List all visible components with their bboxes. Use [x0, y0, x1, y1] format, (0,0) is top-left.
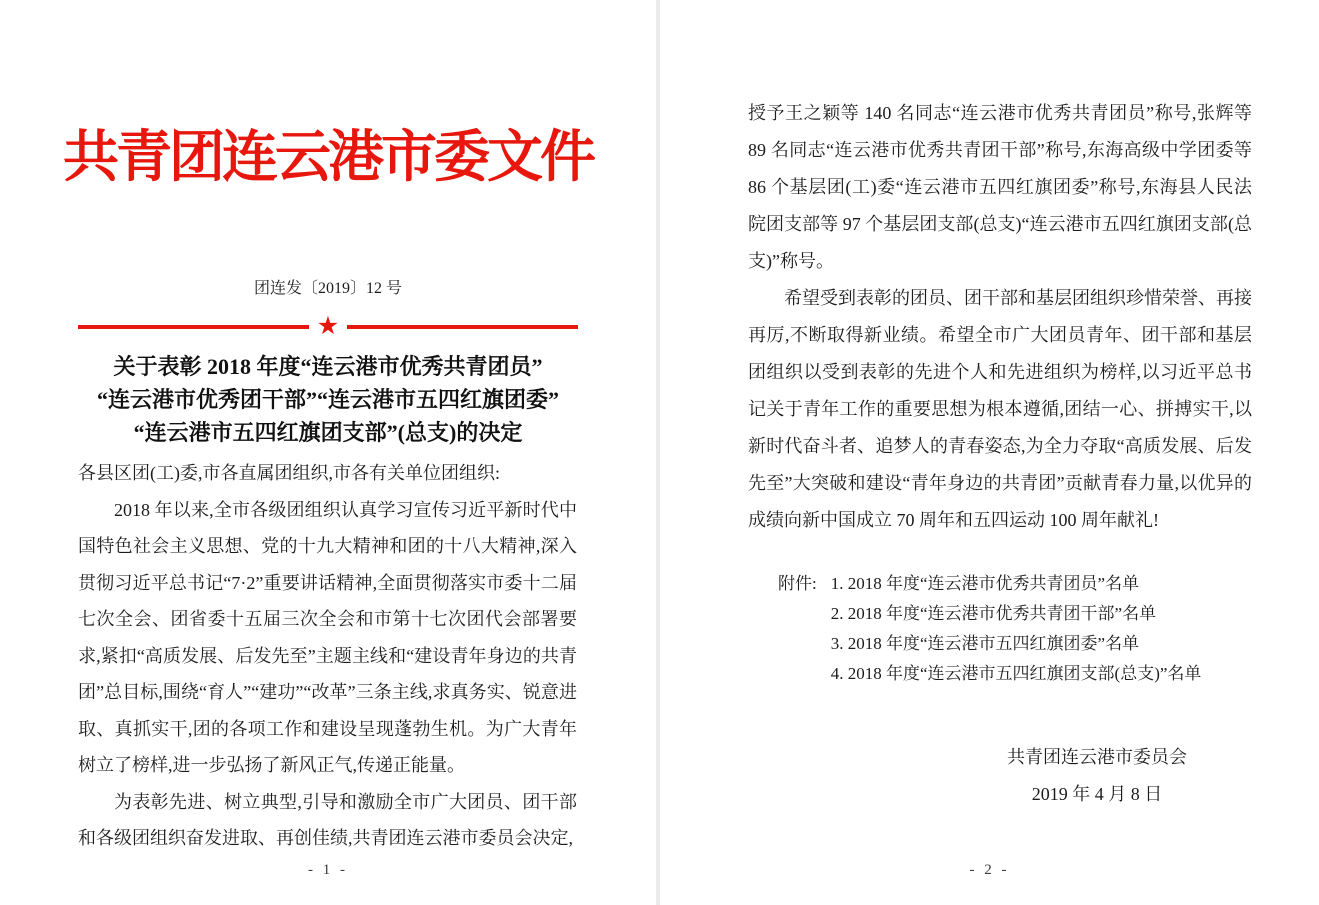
document-title-line-3: “连云港市五四红旗团支部”(总支)的决定: [133, 420, 523, 445]
document-title-line-1: 关于表彰 2018 年度“连云港市优秀共青团员”: [113, 354, 543, 379]
signature: 共青团连云港市委员会: [1007, 747, 1187, 767]
page-2: [660, 0, 1319, 905]
attachments-list: [748, 569, 1252, 689]
red-rule-separator: [78, 313, 578, 341]
red-rule-left: [78, 325, 309, 329]
body-paragraph: 希望受到表彰的团员、团干部和基层团组织珍惜荣誉、再接再厉,不断取得新业绩。希望全市广大团员青年、团干部和基层团组织以受到表彰的先进个人和先进组织为榜样,以习近平总书记关于青年工作的重要思想为根本遵循,团结一心、拼搏实干,以新时代奋斗者、追梦人的青春姿态,为全力夺取“高质发展、后发先至”大突破和建设“青年身边的共青团”贡献青春力量,以优异的成绩向新中国成立 70 周年和五四运动 100 周年献礼!: [748, 288, 1252, 530]
document-title: [36, 350, 620, 449]
salutation: 各县区团(工)委,市各直属团组织,市各有关单位团组织:: [78, 463, 500, 483]
attachment-item: 3. 2018 年度“连云港市五四红旗团委”名单: [830, 634, 1140, 653]
attachment-item: 4. 2018 年度“连云港市五四红旗团支部(总支)”名单: [830, 664, 1202, 683]
attachment-item: 1. 2018 年度“连云港市优秀共青团员”名单: [830, 574, 1140, 593]
attachment-item: 2. 2018 年度“连云港市优秀共青团干部”名单: [830, 604, 1157, 623]
page-1-body: [78, 455, 577, 857]
body-paragraph: 2018 年以来,全市各级团组织认真学习宣传习近平新时代中国特色社会主义思想、党的十九大精神和团的十八大精神,深入贯彻习近平总书记“7·2”重要讲话精神,全面贯彻落实市委十二届七次全会、团省委十五届三次全会和市第十七次团代会部署要求,紧扣“高质发展、后发先至”主题主线和“建设青年身边的共青团”总目标,围绕“育人”“建功”“改革”三条主线,求真务实、锐意进取、真抓实干,团的各项工作和建设呈现蓬勃生机。为广大青年树立了榜样,进一步弘扬了新风正气,传递正能量。: [78, 499, 577, 775]
body-paragraph: 为表彰先进、树立典型,引导和激励全市广大团员、团干部和各级团组织奋发进取、再创佳绩,共青团连云港市委员会决定,: [78, 791, 577, 848]
star-icon: ★: [316, 313, 340, 340]
page-2-body: [748, 95, 1252, 813]
document-title-line-2: “连云港市优秀团干部”“连云港市五四红旗团委”: [96, 387, 559, 412]
body-paragraph: 授予王之颖等 140 名同志“连云港市优秀共青团员”称号,张辉等 89 名同志“连云港市优秀共青团干部”称号,东海高级中学团委等 86 个基层团(工)委“连云港市五四红旗团委”称号,东海县人民法院团支部等 97 个基层团支部(总支)“连云港市五四红旗团支部(总支)”称号。: [748, 103, 1252, 271]
letterhead-title: 共青团连云港市委文件: [63, 127, 593, 189]
red-rule-right: [347, 325, 578, 329]
signature-block: [962, 739, 1232, 813]
page-1: [0, 0, 656, 905]
page-number-1: - 1 -: [308, 862, 348, 878]
signature-date: 2019 年 4 月 8 日: [1031, 784, 1163, 804]
attachments-label: 附件:: [778, 574, 817, 593]
attachment-items: [831, 569, 1202, 689]
page-number-2: - 2 -: [969, 862, 1010, 878]
document-number: 团连发〔2019〕12 号: [253, 280, 402, 297]
